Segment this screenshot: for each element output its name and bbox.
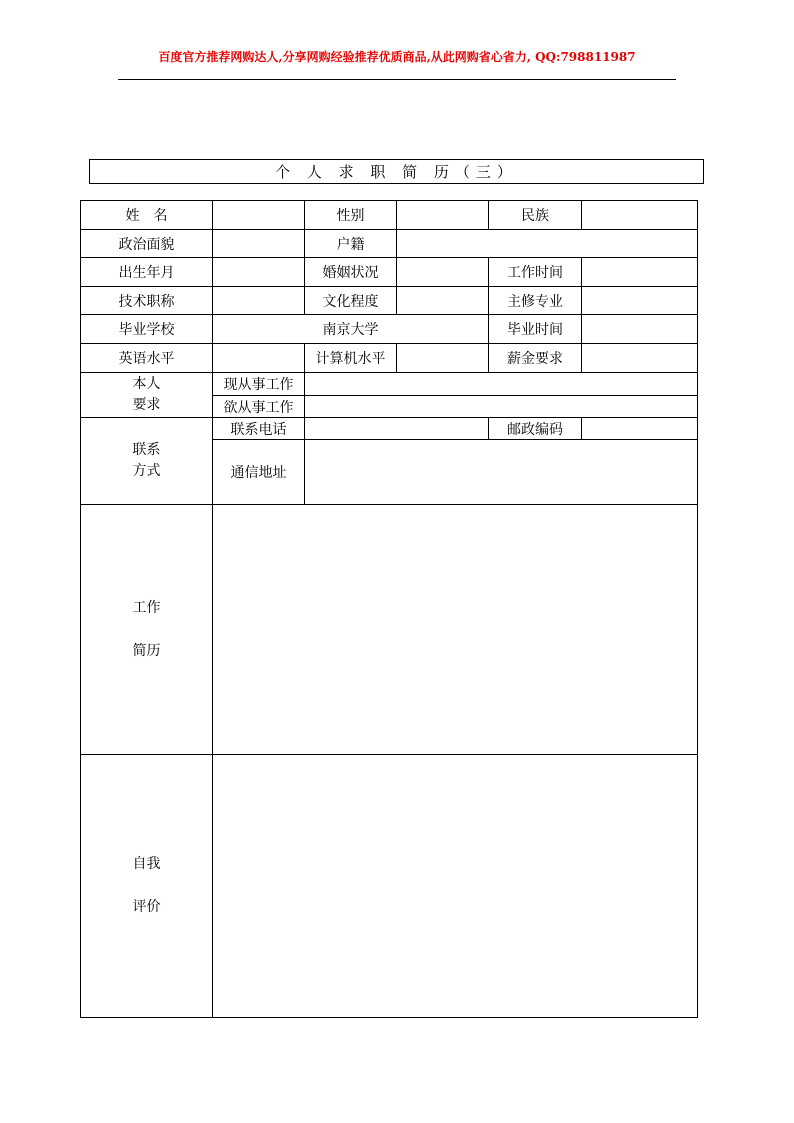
field-work-time[interactable]: [582, 258, 698, 287]
field-grad-time[interactable]: [582, 315, 698, 344]
label-major: 主修专业: [489, 287, 582, 315]
label-self-eval-line1: 自我: [132, 856, 161, 872]
field-salary[interactable]: [582, 344, 698, 373]
label-self-requirements: [81, 373, 213, 418]
label-name: 姓 名: [81, 201, 213, 230]
label-address: 通信地址: [213, 440, 305, 505]
label-grad-time: 毕业时间: [489, 315, 582, 344]
field-self-evaluation[interactable]: [213, 755, 698, 1018]
field-political[interactable]: [213, 230, 305, 258]
label-contact-line1: 联系: [132, 442, 161, 458]
label-postcode: 邮政编码: [489, 418, 582, 440]
field-tech-title[interactable]: [213, 287, 305, 315]
resume-form-table: [80, 200, 698, 1018]
field-postcode[interactable]: [582, 418, 698, 440]
label-salary: 薪金要求: [489, 344, 582, 373]
label-school: 毕业学校: [81, 315, 213, 344]
field-ethnicity[interactable]: [582, 201, 698, 230]
field-english[interactable]: [213, 344, 305, 373]
label-self-req-line1: 本人: [132, 376, 161, 392]
label-desired-job: 欲从事工作: [213, 396, 305, 418]
field-computer[interactable]: [397, 344, 489, 373]
field-work-history[interactable]: [213, 505, 698, 755]
resume-title: 个 人 求 职 简 历（三）: [89, 159, 704, 184]
label-current-job: 现从事工作: [213, 373, 305, 396]
label-work-history: [81, 505, 213, 755]
label-hukou: 户籍: [305, 230, 397, 258]
field-current-job[interactable]: [305, 373, 698, 396]
field-address[interactable]: [305, 440, 698, 505]
field-desired-job[interactable]: [305, 396, 698, 418]
field-school[interactable]: 南京大学: [213, 315, 489, 344]
label-ethnicity: 民族: [489, 201, 582, 230]
label-marital: 婚姻状况: [305, 258, 397, 287]
label-english: 英语水平: [81, 344, 213, 373]
label-self-eval-line2: 评价: [132, 899, 161, 915]
label-work-history-line1: 工作: [132, 599, 161, 616]
field-gender[interactable]: [397, 201, 489, 230]
label-phone: 联系电话: [213, 418, 305, 440]
label-self-req-line2: 要求: [132, 397, 161, 413]
label-contact-line2: 方式: [132, 463, 161, 479]
field-name[interactable]: [213, 201, 305, 230]
field-education[interactable]: [397, 287, 489, 315]
header-divider: [118, 79, 676, 80]
label-computer: 计算机水平: [305, 344, 397, 373]
label-self-evaluation: [81, 755, 213, 1018]
field-hukou[interactable]: [397, 230, 698, 258]
label-tech-title: 技术职称: [81, 287, 213, 315]
label-political: 政治面貌: [81, 230, 213, 258]
label-work-time: 工作时间: [489, 258, 582, 287]
label-education: 文化程度: [305, 287, 397, 315]
label-contact: [81, 418, 213, 505]
field-major[interactable]: [582, 287, 698, 315]
label-work-history-line2: 简历: [132, 642, 161, 659]
field-marital[interactable]: [397, 258, 489, 287]
field-phone[interactable]: [305, 418, 489, 440]
label-gender: 性别: [305, 201, 397, 230]
promo-banner: 百度官方推荐网购达人,分享网购经验推荐优质商品,从此网购省心省力, QQ:798811987: [158, 50, 636, 64]
field-birth[interactable]: [213, 258, 305, 287]
label-birth: 出生年月: [81, 258, 213, 287]
